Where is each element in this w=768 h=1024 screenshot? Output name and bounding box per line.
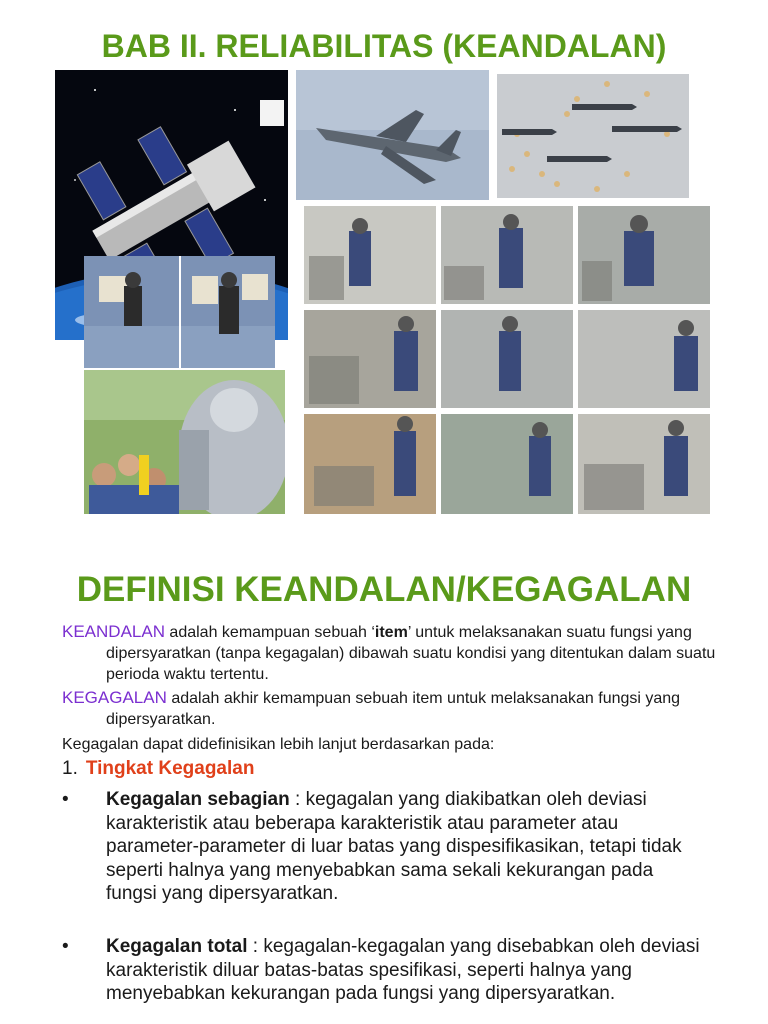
bullet-text: : kegagalan-kegagalan yang disebabkan oleh deviasi karakteristik diluar batas-batas spesifikasi, seperti halnya yang menyebabkan kekurangan pada fungsi yang dipersyaratkan.: [106, 936, 700, 1004]
list-number: 1.: [62, 758, 78, 779]
bullet-term: Kegagalan total: [106, 936, 248, 957]
keandalan-term: KEANDALAN: [62, 622, 165, 641]
bullet-symbol: •: [62, 789, 69, 810]
intro-text: Kegagalan dapat didefinisikan lebih lanjut berdasarkan pada:: [62, 736, 495, 753]
kegagalan-definition: KEGAGALAN adalah akhir kemampuan sebuah item untuk melaksanakan fungsi yang dipersyaratkan.: [62, 688, 681, 728]
section-title: DEFINISI KEANDALAN/KEGAGALAN: [76, 570, 692, 609]
kegagalan-term: KEGAGALAN: [62, 688, 167, 707]
bullet-total-failure: [62, 935, 702, 1006]
jet-formation-photo: [497, 74, 689, 198]
bullet-partial-failure: [62, 788, 702, 906]
list-label: Tingkat Kegagalan: [85, 758, 255, 779]
bullet-term: Kegagalan sebagian: [106, 789, 290, 810]
bullet-text: : kegagalan yang diakibatkan oleh deviasi karakteristik atau beberapa karakteristik atau parameter atau parameter-parameter di luar batas yang dispesifikasikan, tetapi tidak seperti halnya yang menyebabkan sama sekali kekurangan pada fungsi yang dipersyaratkan.: [106, 789, 682, 904]
numbered-heading: [62, 758, 254, 780]
bullet-symbol: •: [62, 936, 69, 957]
giant-robot-crowd-photo: [84, 370, 285, 514]
keandalan-definition: KEANDALAN adalah kemampuan sebuah ‘item’ untuk melaksanakan suatu fungsi yang dipersyaratkan (tanpa kegagalan) dibawah suatu kondisi yang ditentukan dalam suatu perioda waktu tertentu.: [62, 622, 716, 683]
fighter-jet-photo: [296, 70, 489, 200]
item-emphasis: item: [374, 624, 408, 641]
jetpack-photo: [84, 256, 275, 368]
robot-kitchen-photo-grid: [304, 206, 710, 514]
page-title: BAB II. RELIABILITAS (KEANDALAN): [101, 28, 667, 64]
